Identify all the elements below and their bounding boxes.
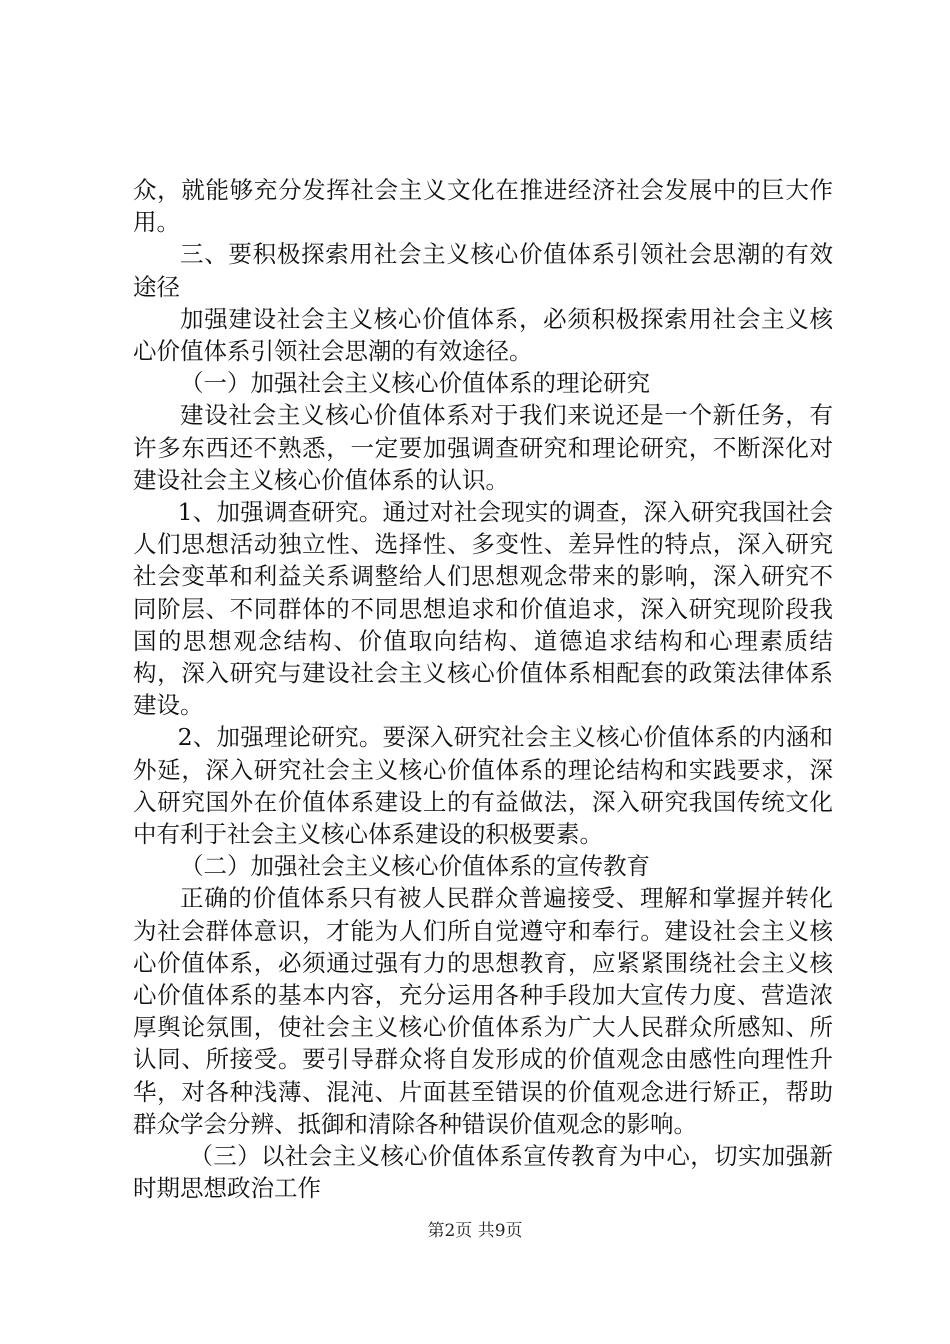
section-heading-3: 三、要积极探索用社会主义核心价值体系引领社会思潮的有效途径 — [133, 240, 833, 301]
subsection-heading-3: （三）以社会主义核心价值体系宣传教育为中心，切实加强新时期思想政治工作 — [133, 1142, 833, 1203]
page-footer: 第2页 共9页 — [427, 1221, 523, 1241]
document-body — [133, 174, 833, 1205]
paragraph-continuation: 众，就能够充分发挥社会主义文化在推进经济社会发展中的巨大作用。 — [133, 176, 833, 237]
paragraph-education: 正确的价值体系只有被人民群众普遍接受、理解和掌握并转化为社会群体意识，才能为人们所自觉遵守和奉行。建设社会主义核心价值体系，必须通过强有力的思想教育，应紧紧围绕社会主义核心价值体系的基本内容，充分运用各种手段加大宣传力度、营造浓厚舆论氛围，使社会主义核心价值体系为广大人民群众所感知、所认同、所接受。要引导群众将自发形成的价值观念由感性向理性升华，对各种浅薄、混沌、片面甚至错误的价值观念进行矫正，帮助群众学会分辨、抵御和清除各种错误价值观念的影响。 — [133, 884, 833, 1138]
numbered-item-2: 2、加强理论研究。要深入研究社会主义核心价值体系的内涵和外延，深入研究社会主义核心价值体系的理论结构和实践要求，深入研究国外在价值体系建设上的有益做法，深入研究我国传统文化中有利于社会主义核心体系建设的积极要素。 — [133, 723, 833, 849]
subsection-heading-1: （一）加强社会主义核心价值体系的理论研究 — [180, 369, 650, 398]
subsection-heading-2: （二）加强社会主义核心价值体系的宣传教育 — [180, 852, 650, 881]
paragraph-intro: 加强建设社会主义核心价值体系，必须积极探索用社会主义核心价值体系引领社会思潮的有效途径。 — [133, 304, 833, 366]
numbered-item-1: 1、加强调查研究。通过对社会现实的调查，深入研究我国社会人们思想活动独立性、选择性、多变性、差异性的特点，深入研究社会变革和利益关系调整给人们思想观念带来的影响，深入研究不同阶层、不同群体的不同思想追求和价值追求，深入研究现阶段我国的思想观念结构、价值取向结构、道德追求结构和心理素质结构，深入研究与建设社会主义核心价值体系相配套的政策法律体系建设。 — [133, 498, 833, 720]
paragraph-theory: 建设社会主义核心价值体系对于我们来说还是一个新任务，有许多东西还不熟悉，一定要加强调查研究和理论研究，不断深化对建设社会主义核心价值体系的认识。 — [133, 401, 833, 494]
